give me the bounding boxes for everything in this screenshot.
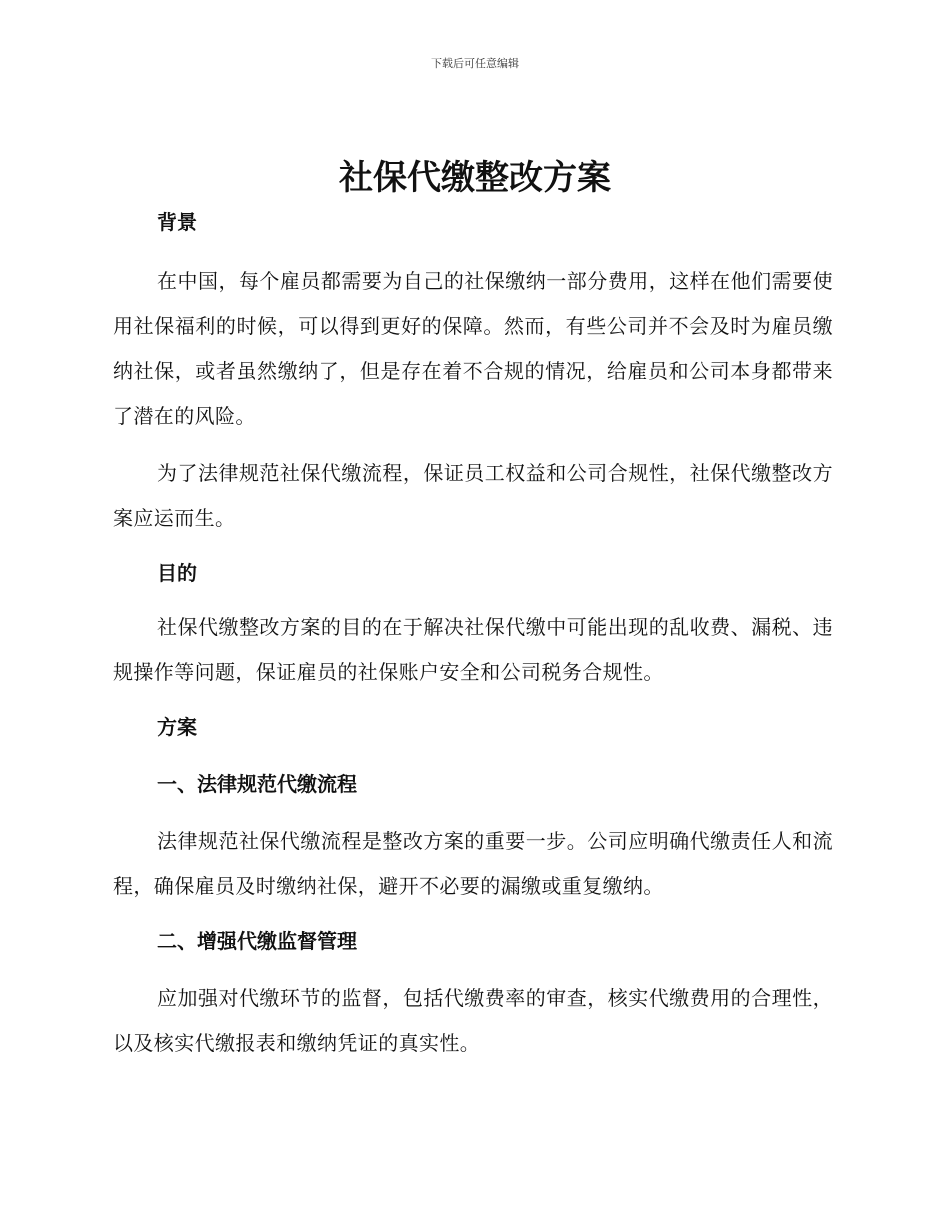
section-heading-plan: 方案 (157, 715, 197, 739)
subheading-plan-1: 一、法律规范代缴流程 (157, 772, 357, 796)
paragraph-plan-2: 应加强对代缴环节的监督，包括代缴费率的审查，核实代缴费用的合理性，以及核实代缴报表和缴纳凭证的真实性。 (113, 986, 833, 1055)
header-note: 下载后可任意编辑 (431, 57, 519, 70)
section-heading-purpose: 目的 (157, 561, 197, 585)
paragraph-background-2: 为了法律规范社保代缴流程，保证员工权益和公司合规性，社保代缴整改方案应运而生。 (113, 461, 833, 530)
paragraph-background-1: 在中国，每个雇员都需要为自己的社保缴纳一部分费用，这样在他们需要使用社保福利的时候，可以得到更好的保障。然而，有些公司并不会及时为雇员缴纳社保，或者虽然缴纳了，但是存在着不合规的情况，给雇员和公司本身都带来了潜在的风险。 (113, 269, 833, 428)
subheading-plan-2: 二、增强代缴监督管理 (157, 929, 357, 953)
paragraph-purpose: 社保代缴整改方案的目的在于解决社保代缴中可能出现的乱收费、漏税、违规操作等问题，保证雇员的社保账户安全和公司税务合规性。 (113, 615, 833, 684)
document-body (113, 203, 833, 1066)
page-title: 社保代缴整改方案 (339, 158, 611, 198)
section-heading-background: 背景 (157, 210, 197, 234)
paragraph-plan-1: 法律规范社保代缴流程是整改方案的重要一步。公司应明确代缴责任人和流程，确保雇员及时缴纳社保，避开不必要的漏缴或重复缴纳。 (113, 829, 833, 898)
